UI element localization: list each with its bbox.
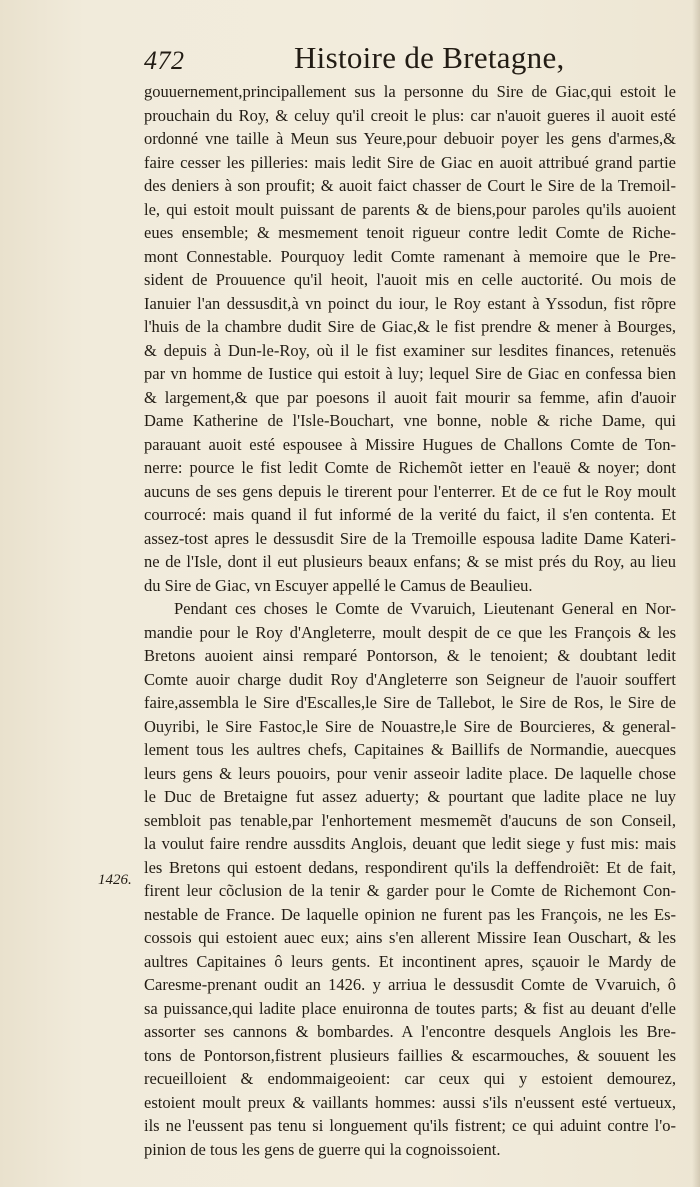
text-line: courrocé: mais quand il fut informé de la verité du faict, il s'en contenta. Et — [144, 505, 676, 524]
text-line: gouuernement,principallement sus la personne du Sire de Giac,qui estoit le — [144, 82, 676, 101]
margin-note-year: 1426. — [98, 872, 132, 888]
text-line: assez-tost apres le dessusdit Sire de la Tremoille espousa ladite Dame Kateri- — [144, 528, 676, 548]
text-line: Ouyribi, le Sire Fastoc,le Sire de Nouastre,le Sire de Bourcieres, & general- — [144, 716, 676, 736]
text-line: les Bretons qui estoent dedans, respondirent qu'ils la deffendroiẽt: Et de fait, — [144, 857, 676, 877]
text-line: Bretons auoient ainsi remparé Pontorson, & le tenoient; & doubtant ledit — [144, 646, 676, 665]
text-line: des deniers à son proufit; & auoit faict chasser de Court le Sire de la Tremoil- — [144, 176, 676, 195]
text-line: & depuis à Dun-le-Roy, où il le fist examiner sur lesdites finances, retenuës — [144, 340, 676, 360]
text-line: cossois qui estoient auec eux; ains s'en allerent Missire Iean Ouschart, & les — [144, 928, 676, 947]
text-line: parauant auoit esté espousee à Missire Hugues de Challons Comte de Ton- — [144, 434, 676, 454]
text-line: mandie pour le Roy d'Angleterre, moult despit de ce que les François & les — [144, 622, 676, 642]
text-line: & largement,& que par poesons il auoit fait mourir sa femme, afin d'auoir — [144, 387, 676, 407]
text-line: leurs gens & leurs pouoirs, pour venir asseoir ladite place. De laquelle chose — [144, 763, 676, 783]
text-line: ils ne l'eussent pas tenu si longuement qu'ils fistrent; ce qui aduint contre l'o- — [144, 1116, 676, 1135]
text-line: aultres Capitaines ô leurs gents. Et incontinent apres, sçauoir le Mardy de — [144, 951, 676, 971]
running-head — [144, 40, 684, 82]
text-line: mont Connestable. Pourquoy ledit Comte ramenant à memoire que le Pre- — [144, 246, 676, 266]
text-line: par vn homme de Iustice qui estoit à luy; lequel Sire de Giac en confessa bien — [144, 364, 676, 383]
text-line: ne de l'Isle, dont il eut plusieurs beaux enfans; & se mist prés du Roy, au lieu — [144, 552, 676, 571]
text-line: sident de Prouuence qu'il heoit, l'auoit mis en celle auctorité. Ou mois de — [144, 270, 676, 289]
text-line: Ianuier l'an dessusdit,à vn poinct du iour, le Roy estant à Yssodun, fist rõpre — [144, 293, 676, 313]
paragraph-start-line: Pendant ces choses le Comte de Vvaruich, Lieutenant General en Nor- — [174, 599, 676, 618]
text-line: faire,assembla le Sire d'Escalles,le Sire de Tallebot, le Sire de Ros, le Sire de — [144, 693, 676, 712]
text-line: prouchain du Roy, & celuy qu'il creoit le plus: car n'auoit gueres il auoit esté — [144, 105, 676, 125]
text-line: nestable de France. De laquelle opinion ne furent pas les François, ne les Es- — [144, 904, 676, 924]
text-line: lement tous les aultres chefs, Capitaines & Baillifs de Normandie, auecques — [144, 740, 676, 759]
text-line: aucuns de ses gens depuis le tirerent pour l'enterrer. Et de ce fut le Roy moult — [144, 481, 676, 501]
text-line: la voulut faire rendre aussdits Anglois, deuant que ledit siege y fust mis: mais — [144, 834, 676, 853]
text-line: recueilloient & endommaigeoient: car ceux qui y estoient demourez, — [144, 1069, 676, 1088]
text-line: firent leur cõclusion de la tenir & garder pour le Comte de Richemont Con- — [144, 881, 676, 900]
text-line: le, qui estoit moult puissant de parents & de biens,pour paroles qu'ils auoient — [144, 199, 676, 219]
text-line: sembloit pas tenable,par l'enhortement mesmemẽt d'aucuns de son Conseil, — [144, 810, 676, 830]
body-text — [144, 80, 676, 1161]
text-line: le Duc de Bretaigne fut assez aduerty; & pourtant que ladite place ne luy — [144, 787, 676, 806]
text-line: Comte auoir charge dudit Roy d'Angleterre son Seigneur de l'auoir souffert — [144, 669, 676, 689]
text-line: tons de Pontorson,fistrent plusieurs faillies & escarmouches, & souuent les — [144, 1045, 676, 1065]
text-line: eues ensemble; & mesmement tenoit rigueur contre ledit Comte de Riche- — [144, 223, 676, 242]
page-number: 472 — [144, 46, 185, 75]
text-line: ordonné vne taille à Meun sus Yeure,pour debuoir poyer les gens d'armes,& — [144, 129, 676, 148]
text-line: pinion de tous les gens de guerre qui la cognoissoient. — [144, 1139, 501, 1159]
text-line: Dame Katherine de l'Isle-Bouchart, vne bonne, noble & riche Dame, qui — [144, 411, 676, 430]
text-line: sa puissance,qui ladite place enuironna de toutes parts; & fist au deuant d'elle — [144, 998, 676, 1018]
text-line: nerre: pource le fist ledit Comte de Richemõt ietter en l'eauë & noyer; dont — [144, 458, 676, 477]
text-line: assorter ses cannons & bombardes. A l'encontre desquels Anglois les Bre- — [144, 1022, 676, 1041]
book-title: Histoire de Bretagne, — [294, 40, 565, 75]
text-line: du Sire de Giac, vn Escuyer appellé le Camus de Beaulieu. — [144, 575, 533, 595]
text-line: faire cesser les pilleries: mais ledit Sire de Giac en auoit attribué grand partie — [144, 152, 676, 172]
text-line: Caresme-prenant oudit an 1426. y arriua le dessusdit Comte de Vvaruich, ô — [144, 975, 676, 994]
text-line: estoient moult preux & vaillants hommes: aussi s'ils n'eussent esté vertueux, — [144, 1092, 676, 1112]
text-line: l'huis de la chambre dudit Sire de Giac,& le fist prendre & mener à Bourges, — [144, 317, 676, 336]
